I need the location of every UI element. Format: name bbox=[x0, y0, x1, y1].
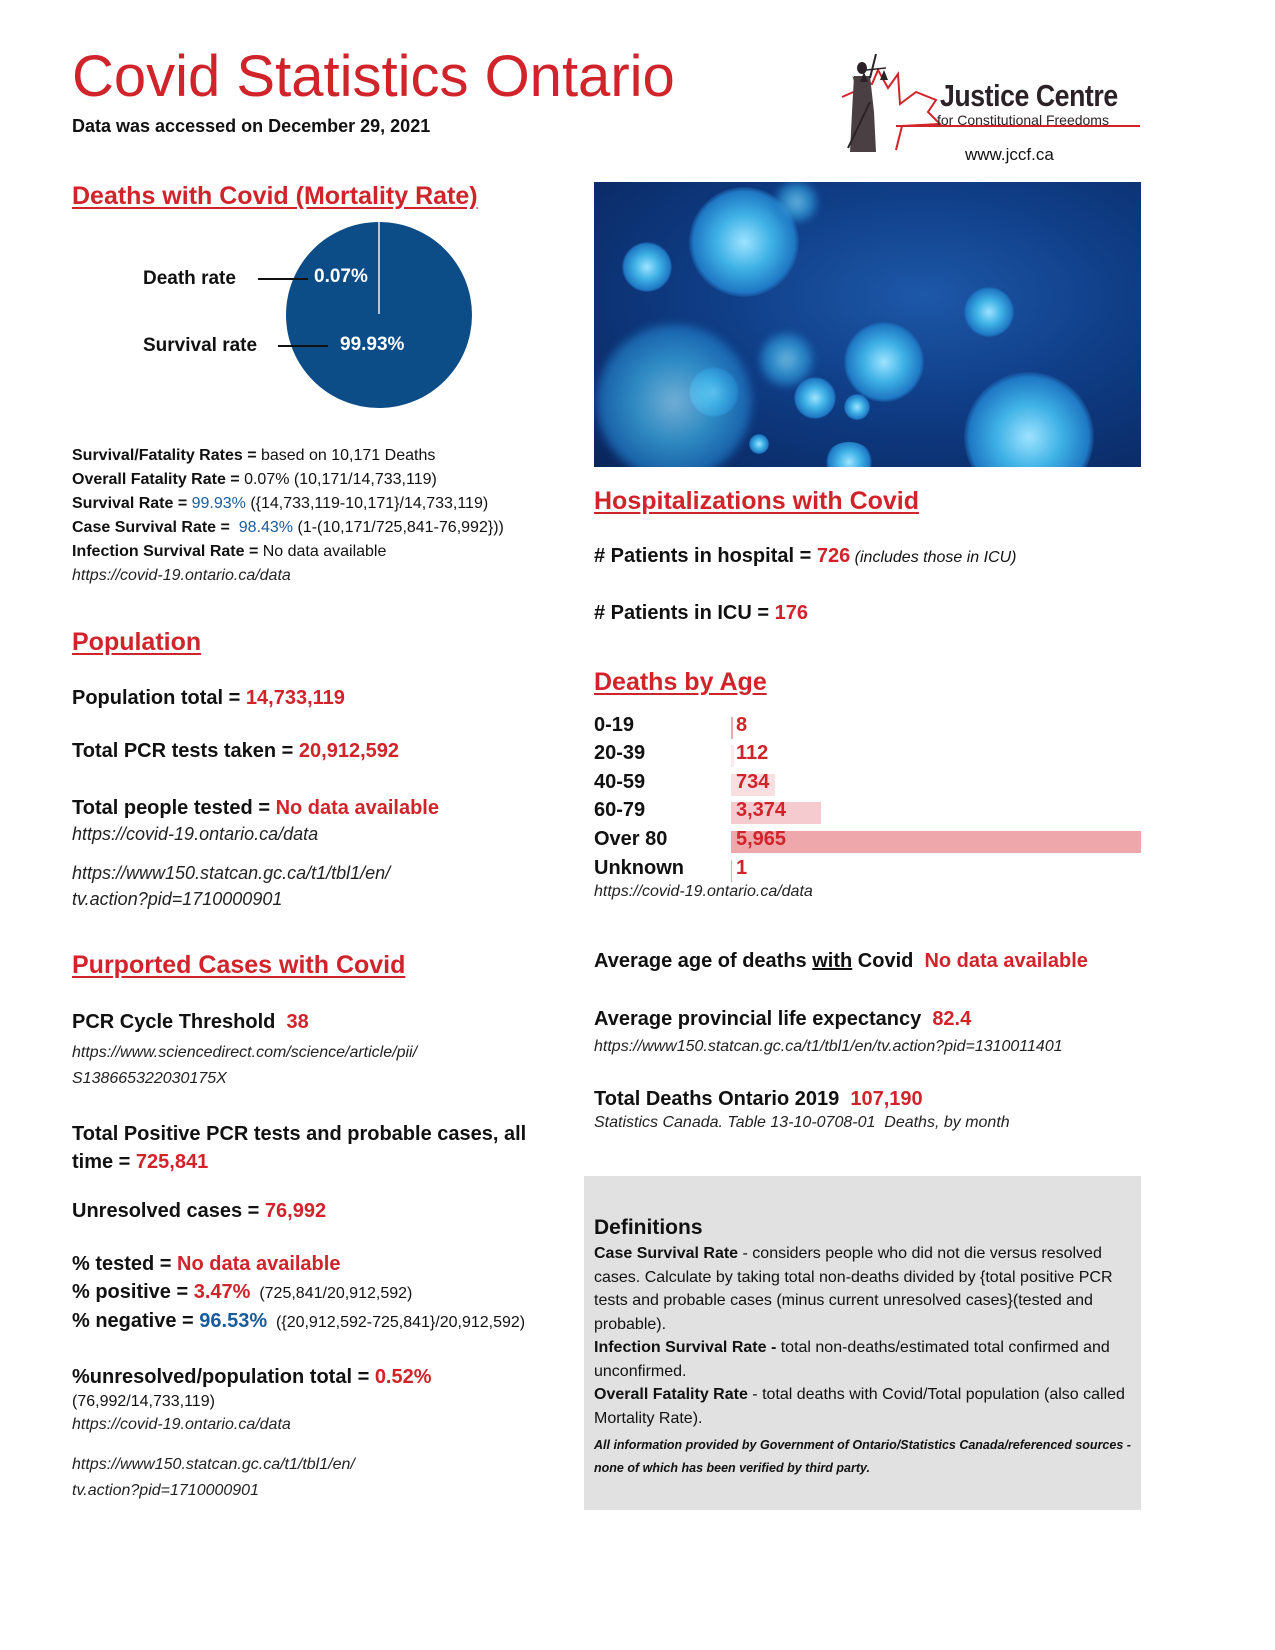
survival-rate-value: 99.93% bbox=[340, 334, 405, 355]
patients-in-hospital: # Patients in hospital = 726 (includes those in ICU) bbox=[594, 545, 1017, 567]
unresolved-population: %unresolved/population total = 0.52% bbox=[72, 1366, 432, 1388]
age-bar bbox=[731, 745, 734, 767]
definitions-body bbox=[594, 1242, 1142, 1430]
source-link[interactable]: https://covid-19.ontario.ca/data bbox=[72, 1416, 291, 1433]
death-rate-label: Death rate bbox=[143, 268, 236, 289]
definition-item: Overall Fatality Rate - total deaths with Covid/Total population (also called Mortality Rate). bbox=[594, 1386, 1125, 1427]
coronavirus-image bbox=[594, 182, 1141, 467]
logo-tagline: for Constitutional Freedoms bbox=[937, 112, 1109, 128]
virus-particle-icon bbox=[594, 322, 754, 467]
percent-tested: % tested = No data available bbox=[72, 1253, 341, 1275]
total-positive-cases: Total Positive PCR tests and probable cases, all time = 725,841 bbox=[72, 1123, 527, 1173]
stat-line: Case Survival Rate = 98.43% (1-(10,171/725,841-76,992})) bbox=[72, 519, 504, 536]
death-slice-line bbox=[378, 222, 380, 314]
page-title: Covid Statistics Ontario bbox=[72, 44, 675, 109]
age-row: 60-79 3,374 bbox=[594, 799, 1144, 827]
deaths-by-age-heading: Deaths by Age bbox=[594, 668, 767, 696]
population-total: Population total = 14,733,119 bbox=[72, 687, 345, 709]
unresolved-cases: Unresolved cases = 76,992 bbox=[72, 1200, 327, 1222]
age-row: 0-19 8 bbox=[594, 714, 1144, 742]
age-row: 20-39 112 bbox=[594, 742, 1144, 770]
virus-particle-icon bbox=[844, 322, 924, 402]
age-row: Unknown 1 bbox=[594, 857, 1144, 885]
hospital-heading: Hospitalizations with Covid bbox=[594, 487, 920, 515]
virus-particle-icon bbox=[964, 372, 1094, 467]
definitions-title: Definitions bbox=[594, 1216, 703, 1239]
age-bar bbox=[731, 860, 732, 882]
death-rate-leader bbox=[258, 278, 308, 280]
virus-particle-icon bbox=[774, 182, 819, 222]
population-heading: Population bbox=[72, 628, 202, 656]
life-expectancy: Average provincial life expectancy 82.4 bbox=[594, 1008, 972, 1030]
virus-particle-icon bbox=[964, 287, 1014, 337]
source-link[interactable]: https://covid-19.ontario.ca/data bbox=[594, 883, 813, 900]
source-link[interactable]: https://www150.statcan.gc.ca/t1/tbl1/en/ tv.action?pid=1710000901 bbox=[72, 863, 391, 909]
age-row: Over 80 5,965 bbox=[594, 828, 1144, 856]
accessed-date: Data was accessed on December 29, 2021 bbox=[72, 116, 431, 136]
total-deaths-2019: Total Deaths Ontario 2019 107,190 bbox=[594, 1088, 923, 1110]
pcr-cycle-threshold: PCR Cycle Threshold 38 bbox=[72, 1011, 309, 1033]
percent-positive: % positive = 3.47% (725,841/20,912,592) bbox=[72, 1281, 413, 1303]
percent-negative: % negative = 96.53% ({20,912,592-725,841}/20,912,592) bbox=[72, 1310, 526, 1332]
age-row: 40-59 734 bbox=[594, 771, 1144, 799]
virus-particle-icon bbox=[622, 242, 672, 292]
stat-line: Overall Fatality Rate = 0.07% (10,171/14,733,119) bbox=[72, 471, 437, 488]
disclaimer-note: All information provided by Government of Ontario/Statistics Canada/referenced sources - none of which has been verified by third party. bbox=[594, 1438, 1131, 1475]
stat-line: Infection Survival Rate = No data available bbox=[72, 543, 387, 560]
source-link[interactable]: https://www150.statcan.gc.ca/t1/tbl1/en/tv.action?pid=1310011401 bbox=[594, 1038, 1063, 1055]
virus-particle-icon bbox=[824, 442, 874, 467]
virus-particle-icon bbox=[844, 394, 870, 420]
mortality-stats bbox=[72, 444, 572, 588]
people-tested: Total people tested = No data available bbox=[72, 797, 439, 819]
logo-url[interactable]: www.jccf.ca bbox=[965, 145, 1054, 164]
source-link[interactable]: https://www150.statcan.gc.ca/t1/tbl1/en/ tv.action?pid=1710000901 bbox=[72, 1456, 355, 1499]
stat-line: Survival Rate = 99.93% ({14,733,119-10,171}/14,733,119) bbox=[72, 495, 489, 512]
patients-in-icu: # Patients in ICU = 176 bbox=[594, 602, 808, 624]
source-link[interactable]: https://covid-19.ontario.ca/data bbox=[72, 824, 319, 844]
definition-item: Case Survival Rate - considers people who did not die versus resolved cases. Calculate by taking total non-deaths divided by {total positive PCR tests and probable cases (minus current unresolved cases}(tested and probable). bbox=[594, 1245, 1113, 1333]
virus-particle-icon bbox=[749, 434, 769, 454]
stat-line: Survival/Fatality Rates = based on 10,171 Deaths bbox=[72, 447, 436, 464]
logo-name: Justice Centre bbox=[940, 78, 1118, 113]
source-citation: Statistics Canada. Table 13-10-0708-01 Deaths, by month bbox=[594, 1114, 1010, 1131]
survival-rate-label: Survival rate bbox=[143, 335, 258, 356]
virus-particle-icon bbox=[794, 377, 836, 419]
age-bar bbox=[731, 717, 733, 739]
survival-rate-leader bbox=[278, 345, 328, 347]
source-link[interactable]: https://covid-19.ontario.ca/data bbox=[72, 567, 291, 584]
average-age-deaths: Average age of deaths with Covid No data available bbox=[594, 950, 1088, 972]
age-bar bbox=[731, 831, 1141, 853]
definition-item: Infection Survival Rate - total non-deaths/estimated total confirmed and unconfirmed. bbox=[594, 1339, 1110, 1380]
unresolved-formula: (76,992/14,733,119) bbox=[72, 1393, 215, 1410]
mortality-heading: Deaths with Covid (Mortality Rate) bbox=[72, 182, 478, 210]
cases-heading: Purported Cases with Covid bbox=[72, 951, 406, 979]
source-link[interactable]: https://www.sciencedirect.com/science/article/pii/ S138665322030175X bbox=[72, 1044, 418, 1087]
pcr-tests-total: Total PCR tests taken = 20,912,592 bbox=[72, 740, 400, 762]
death-rate-value: 0.07% bbox=[314, 266, 368, 287]
